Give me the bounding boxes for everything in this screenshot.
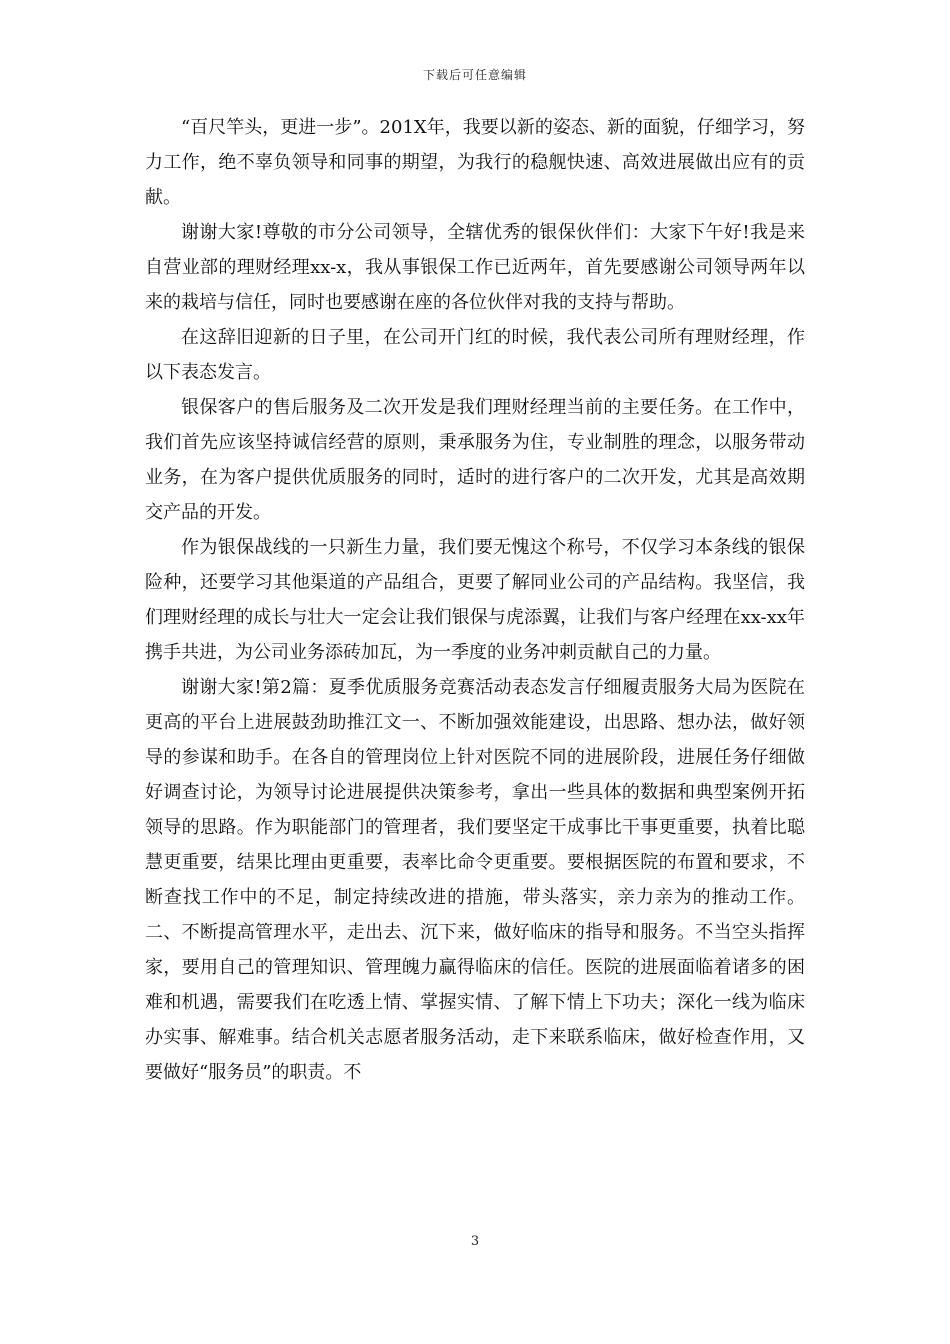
paragraph-3: 在这辞旧迎新的日子里，在公司开门红的时候，我代表公司所有理财经理，作以下表态发言。 [145, 327, 805, 383]
paragraph-2: 谢谢大家!尊敬的市分公司领导，全辖优秀的银保伙伴们：大家下午好!我是来自营业部的理财经理xx-x，我从事银保工作已近两年，首先要感谢公司领导两年以来的栽培与信任，同时也要感谢在座的各位伙伴对我的支持与帮助。 [145, 222, 805, 313]
header-note: 下载后可任意编辑 [422, 68, 527, 82]
body-text [145, 110, 805, 1090]
paragraph-4: 银保客户的售后服务及二次开发是我们理财经理当前的主要任务。在工作中，我们首先应该坚持诚信经营的原则，秉承服务为住，专业制胜的理念，以服务带动业务，在为客户提供优质服务的同时，适时的进行客户的二次开发，尤其是高效期交产品的开发。 [145, 397, 805, 523]
paragraph-6: 谢谢大家!第2篇：夏季优质服务竞赛活动表态发言仔细履责服务大局为医院在更高的平台上进展鼓劲助推江文一、不断加强效能建设，出思路、想办法，做好领导的参谋和助手。在各自的管理岗位上针对医院不同的进展阶段，进展任务仔细做好调查讨论，为领导讨论进展提供决策参考，拿出一些具体的数据和典型案例开拓领导的思路。作为职能部门的管理者，我们要坚定干成事比干事更重要，执着比聪慧更重要，结果比理由更重要，表率比命令更重要。要根据医院的布置和要求，不断查找工作中的不足，制定持续改进的措施，带头落实，亲力亲为的推动工作。二、不断提高管理水平，走出去、沉下来，做好临床的指导和服务。不当空头指挥家，要用自己的管理知识、管理魄力赢得临床的信任。医院的进展面临着诸多的困难和机遇，需要我们在吃透上情、掌握实情、了解下情上下功夫；深化一线为临床办实事、解难事。结合机关志愿者服务活动，走下来联系临床，做好检查作用，又要做好“服务员”的职责。不 [145, 677, 805, 1083]
paragraph-1: “百尺竿头，更进一步”。201X年，我要以新的姿态、新的面貌，仔细学习，努力工作，绝不辜负领导和同事的期望，为我行的稳舰快速、高效进展做出应有的贡献。 [145, 117, 805, 208]
paragraph-5: 作为银保战线的一只新生力量，我们要无愧这个称号，不仅学习本条线的银保险种，还要学习其他渠道的产品组合，更要了解同业公司的产品结构。我坚信，我们理财经理的成长与壮大一定会让我们银保与虎添翼，让我们与客户经理在xx-xx年携手共进，为公司业务添砖加瓦，为一季度的业务冲刺贡献自己的力量。 [145, 537, 805, 663]
page-number: 3 [470, 1234, 480, 1249]
